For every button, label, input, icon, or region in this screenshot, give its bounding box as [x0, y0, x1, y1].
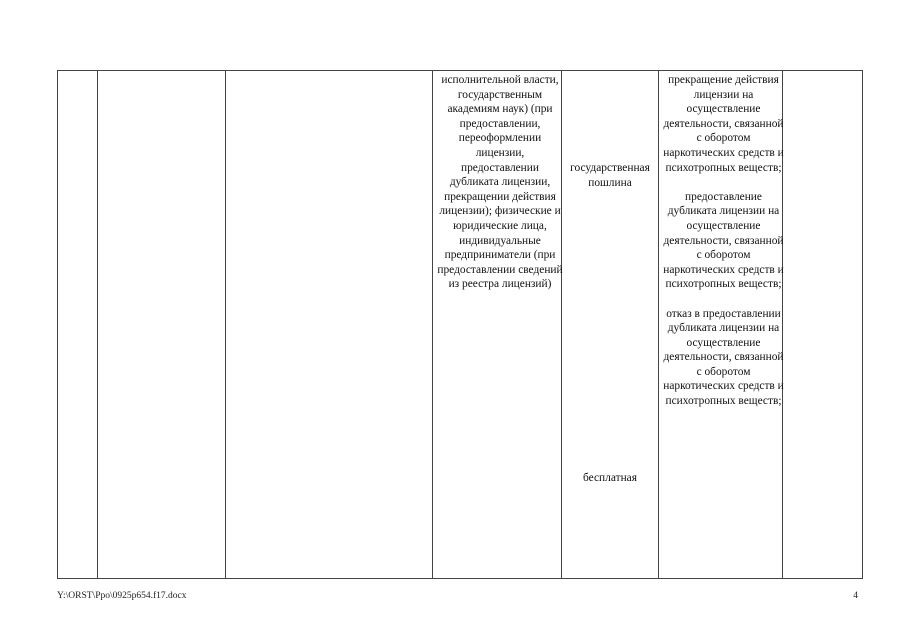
service-duplicate: предоставление дубликата лицензии на осуществление деятельности, связанной с оборотом наркотических средств и психотропных веществ; — [663, 190, 784, 291]
table-row — [58, 71, 863, 579]
service-duplicate-refusal: отказ в предоставлении дубликата лицензии на осуществление деятельности, связанной с оборотом наркотических средств и психотропных веществ; — [663, 307, 784, 408]
table-cell-col3 — [226, 71, 433, 579]
fee-type-state-duty: государственная пошлина — [570, 162, 650, 189]
table-cell-col2 — [98, 71, 226, 579]
table-cell-col5 — [562, 71, 659, 579]
service-termination: прекращение действия лицензии на осуществление деятельности, связанной с оборотом наркотических средств и психотропных веществ; — [663, 74, 784, 174]
footer-file-path: Y:\ORST\Ppo\0925p654.f17.docx — [57, 591, 187, 601]
table-cell-col4 — [433, 71, 562, 579]
table-cell-col1 — [58, 71, 98, 579]
table-cell-col7 — [783, 71, 863, 579]
applicants-text: исполнительной власти, государственным академиям наук) (при предоставлении, переоформлении лицензии, предоставлении дубликата лицензии, прекращении действия лицензии); физические и юридические лица, индивидуальные предприниматели (при предоставлении сведений из реестра лицензий) — [437, 74, 563, 291]
fee-type-free: бесплатная — [583, 472, 637, 484]
page-number: 4 — [853, 591, 858, 601]
table-cell-col6 — [659, 71, 783, 579]
document-table — [57, 70, 863, 579]
